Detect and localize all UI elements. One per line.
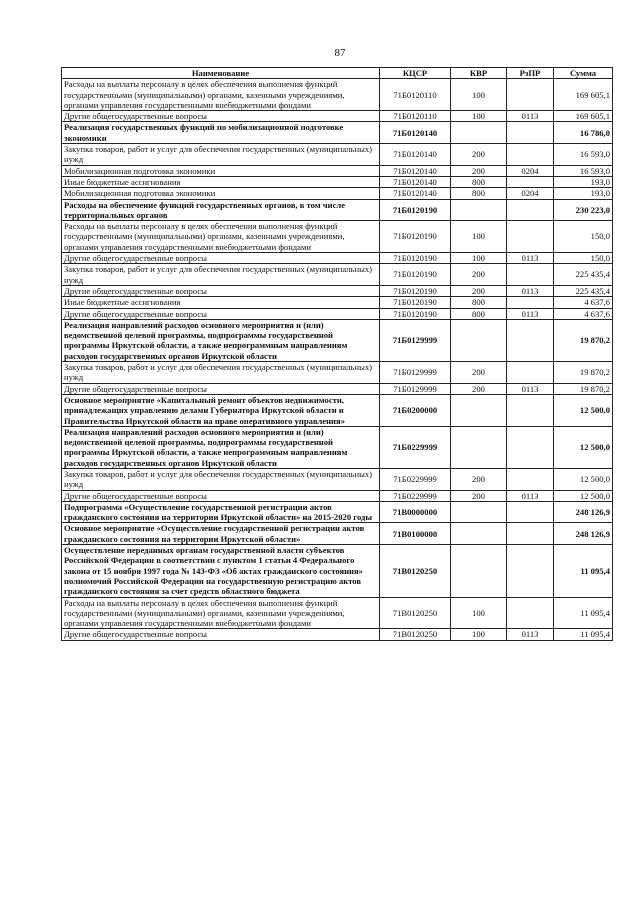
cell-name: Иные бюджетные ассигнования [62,297,380,308]
cell-kvr: 200 [451,264,507,286]
cell-rzpr: 0113 [507,111,554,122]
cell-kvr [451,545,507,597]
cell-name: Основное мероприятие «Осуществление государственной регистрации актов гражданского состояния на территории Иркутской области» [62,523,380,545]
cell-rzpr [507,144,554,166]
cell-name: Подпрограмма «Осуществление государственной регистрации актов гражданского состояния на территории Иркутской области» на 2015-2020 годы [62,501,380,523]
cell-name: Закупка товаров, работ и услуг для обеспечения государственных (муниципальных) нужд [62,144,380,166]
cell-name: Реализация направлений расходов основного мероприятия и (или) ведомственной целевой программы, подпрограммы государственной программы Иркутской области, а также непрограммным направлениям расходов государственных органов Иркутской области [62,319,380,361]
cell-name: Реализация направлений расходов основного мероприятия и (или) ведомственной целевой программы, подпрограммы государственной программы Иркутской области, а также непрограммным направлениям расходов государственных органов Иркутской области [62,426,380,468]
cell-kcsr: 71Б0229999 [380,468,451,490]
table-header-row [62,68,613,79]
cell-kcsr: 71Б0229999 [380,490,451,501]
cell-rzpr [507,545,554,597]
cell-rzpr [507,597,554,629]
cell-sum: 11 095,4 [554,545,613,597]
cell-kcsr: 71Б0120140 [380,144,451,166]
cell-kvr: 100 [451,629,507,640]
cell-kvr: 800 [451,176,507,187]
cell-sum: 12 500,0 [554,426,613,468]
table-row [62,111,613,122]
cell-sum: 12 500,0 [554,468,613,490]
table-row [62,468,613,490]
table-row [62,629,613,640]
cell-rzpr [507,426,554,468]
table-body [62,79,613,640]
cell-name: Другие общегосударственные вопросы [62,285,380,296]
cell-rzpr [507,79,554,111]
header-name: Наименование [62,68,380,79]
cell-rzpr: 0113 [507,308,554,319]
cell-sum: 248 126,9 [554,523,613,545]
table-row [62,501,613,523]
cell-name: Другие общегосударственные вопросы [62,629,380,640]
cell-sum: 11 095,4 [554,629,613,640]
cell-name: Мобилизационная подготовка экономики [62,165,380,176]
cell-name: Закупка товаров, работ и услуг для обеспечения государственных (муниципальных) нужд [62,264,380,286]
cell-sum: 16 593,0 [554,165,613,176]
cell-kvr [451,501,507,523]
cell-sum: 11 095,4 [554,597,613,629]
cell-name: Другие общегосударственные вопросы [62,308,380,319]
cell-rzpr [507,319,554,361]
cell-sum: 12 500,0 [554,490,613,501]
table-row [62,264,613,286]
cell-sum: 150,0 [554,253,613,264]
cell-kcsr: 71Б0120190 [380,308,451,319]
header-sum: Сумма [554,68,613,79]
table-row [62,79,613,111]
page-number: 87 [334,47,346,59]
cell-kvr: 100 [451,111,507,122]
cell-name: Другие общегосударственные вопросы [62,111,380,122]
table-row [62,297,613,308]
cell-kvr: 800 [451,308,507,319]
cell-rzpr: 0204 [507,188,554,199]
cell-kvr: 100 [451,221,507,253]
cell-kvr [451,523,507,545]
cell-rzpr [507,468,554,490]
table-row [62,199,613,221]
cell-kcsr: 71Б0120140 [380,165,451,176]
cell-name: Мобилизационная подготовка экономики [62,188,380,199]
cell-kcsr: 71Б0120190 [380,285,451,296]
cell-kcsr: 71Б0120140 [380,122,451,144]
cell-sum: 16 786,0 [554,122,613,144]
cell-rzpr: 0113 [507,383,554,394]
table-row [62,426,613,468]
cell-name: Другие общегосударственные вопросы [62,490,380,501]
cell-kcsr: 71В0120250 [380,629,451,640]
cell-sum: 19 870,2 [554,362,613,384]
cell-rzpr [507,523,554,545]
cell-sum: 193,0 [554,188,613,199]
cell-rzpr [507,501,554,523]
cell-kcsr: 71В0100000 [380,523,451,545]
cell-kvr [451,199,507,221]
cell-kcsr: 71В0000000 [380,501,451,523]
cell-name: Другие общегосударственные вопросы [62,253,380,264]
cell-kcsr: 71Б0129999 [380,362,451,384]
cell-kcsr: 71В0120250 [380,545,451,597]
cell-sum: 4 637,6 [554,297,613,308]
table-row [62,188,613,199]
table-row [62,523,613,545]
cell-kvr: 200 [451,490,507,501]
table-row [62,490,613,501]
cell-name: Расходы на выплаты персоналу в целях обеспечения выполнения функций государственными (муниципальными) органами, казенными учреждениями, органами управления государственными внебюджетными фондами [62,79,380,111]
cell-rzpr [507,264,554,286]
table-row [62,394,613,426]
cell-name: Другие общегосударственные вопросы [62,383,380,394]
table-row [62,597,613,629]
cell-rzpr [507,221,554,253]
cell-kcsr: 71Б0120110 [380,79,451,111]
cell-kvr: 800 [451,188,507,199]
cell-name: Закупка товаров, работ и услуг для обеспечения государственных (муниципальных) нужд [62,468,380,490]
cell-rzpr [507,394,554,426]
header-kvr: КВР [451,68,507,79]
cell-name: Закупка товаров, работ и услуг для обеспечения государственных (муниципальных) нужд [62,362,380,384]
cell-rzpr: 0113 [507,629,554,640]
cell-kcsr: 71Б0120190 [380,264,451,286]
cell-sum: 169 605,1 [554,79,613,111]
cell-name: Реализация государственных функций по мобилизационной подготовке экономики [62,122,380,144]
cell-kcsr: 71Б0120190 [380,199,451,221]
cell-kvr: 200 [451,285,507,296]
cell-rzpr: 0113 [507,253,554,264]
cell-kvr: 100 [451,597,507,629]
table-row [62,176,613,187]
cell-name: Расходы на выплаты персоналу в целях обеспечения выполнения функций государственными (муниципальными) органами, казенными учреждениями, органами управления государственными внебюджетными фондами [62,221,380,253]
cell-kvr: 200 [451,165,507,176]
table-row [62,144,613,166]
cell-name: Расходы на выплаты персоналу в целях обеспечения выполнения функций государственными (муниципальными) органами, казенными учреждениями, органами управления государственными внебюджетными фондами [62,597,380,629]
cell-rzpr [507,176,554,187]
cell-kcsr: 71Б0229999 [380,426,451,468]
table-row [62,545,613,597]
cell-kcsr: 71Б0129999 [380,319,451,361]
table-row [62,221,613,253]
cell-sum: 225 435,4 [554,264,613,286]
cell-sum: 16 593,0 [554,144,613,166]
table-row [62,308,613,319]
cell-sum: 193,0 [554,176,613,187]
cell-sum: 248 126,9 [554,501,613,523]
cell-kvr [451,122,507,144]
table-row [62,319,613,361]
cell-kvr: 200 [451,144,507,166]
cell-kvr: 200 [451,468,507,490]
cell-rzpr [507,362,554,384]
cell-sum: 169 605,1 [554,111,613,122]
cell-sum: 4 637,6 [554,308,613,319]
cell-rzpr: 0113 [507,490,554,501]
budget-table [61,67,613,641]
cell-name: Расходы на обеспечение функций государственных органов, в том числе территориальных органов [62,199,380,221]
cell-name: Иные бюджетные ассигнования [62,176,380,187]
cell-kcsr: 71Б0120140 [380,176,451,187]
table-row [62,165,613,176]
cell-kcsr: 71Б0120110 [380,111,451,122]
cell-sum: 225 435,4 [554,285,613,296]
table-row [62,285,613,296]
cell-sum: 19 870,2 [554,383,613,394]
cell-kcsr: 71Б0120190 [380,297,451,308]
cell-kcsr: 71Б0200000 [380,394,451,426]
cell-kcsr: 71В0120250 [380,597,451,629]
cell-kvr: 100 [451,79,507,111]
cell-sum: 12 500,0 [554,394,613,426]
cell-rzpr [507,199,554,221]
cell-kcsr: 71Б0129999 [380,383,451,394]
cell-kvr: 800 [451,297,507,308]
cell-rzpr: 0204 [507,165,554,176]
cell-rzpr [507,122,554,144]
cell-kvr: 200 [451,362,507,384]
cell-kcsr: 71Б0120140 [380,188,451,199]
header-rzpr: РзПР [507,68,554,79]
cell-kvr [451,394,507,426]
table-row [62,253,613,264]
cell-kcsr: 71Б0120190 [380,221,451,253]
cell-sum: 150,0 [554,221,613,253]
cell-rzpr [507,297,554,308]
cell-sum: 230 223,0 [554,199,613,221]
cell-kvr [451,319,507,361]
table-row [62,362,613,384]
cell-kvr: 100 [451,253,507,264]
header-kcsr: КЦСР [380,68,451,79]
cell-sum: 19 870,2 [554,319,613,361]
cell-kvr: 200 [451,383,507,394]
table-row [62,122,613,144]
table-row [62,383,613,394]
cell-kvr [451,426,507,468]
cell-name: Основное мероприятие «Капитальный ремонт объектов недвижимости, принадлежащих управлению делами Губернатора Иркутской области и Правительства Иркутской области на праве оперативного управления» [62,394,380,426]
cell-name: Осуществление переданных органам государственной власти субъектов Российской Федерации в соответствии с пунктом 1 статьи 4 Федерального закона от 15 ноября 1997 года № 143-ФЗ «Об актах гражданского состояния» полномочий Российской Федерации на государственную регистрацию актов гражданского состояния за счет средств областного бюджета [62,545,380,597]
cell-rzpr: 0113 [507,285,554,296]
cell-kcsr: 71Б0120190 [380,253,451,264]
